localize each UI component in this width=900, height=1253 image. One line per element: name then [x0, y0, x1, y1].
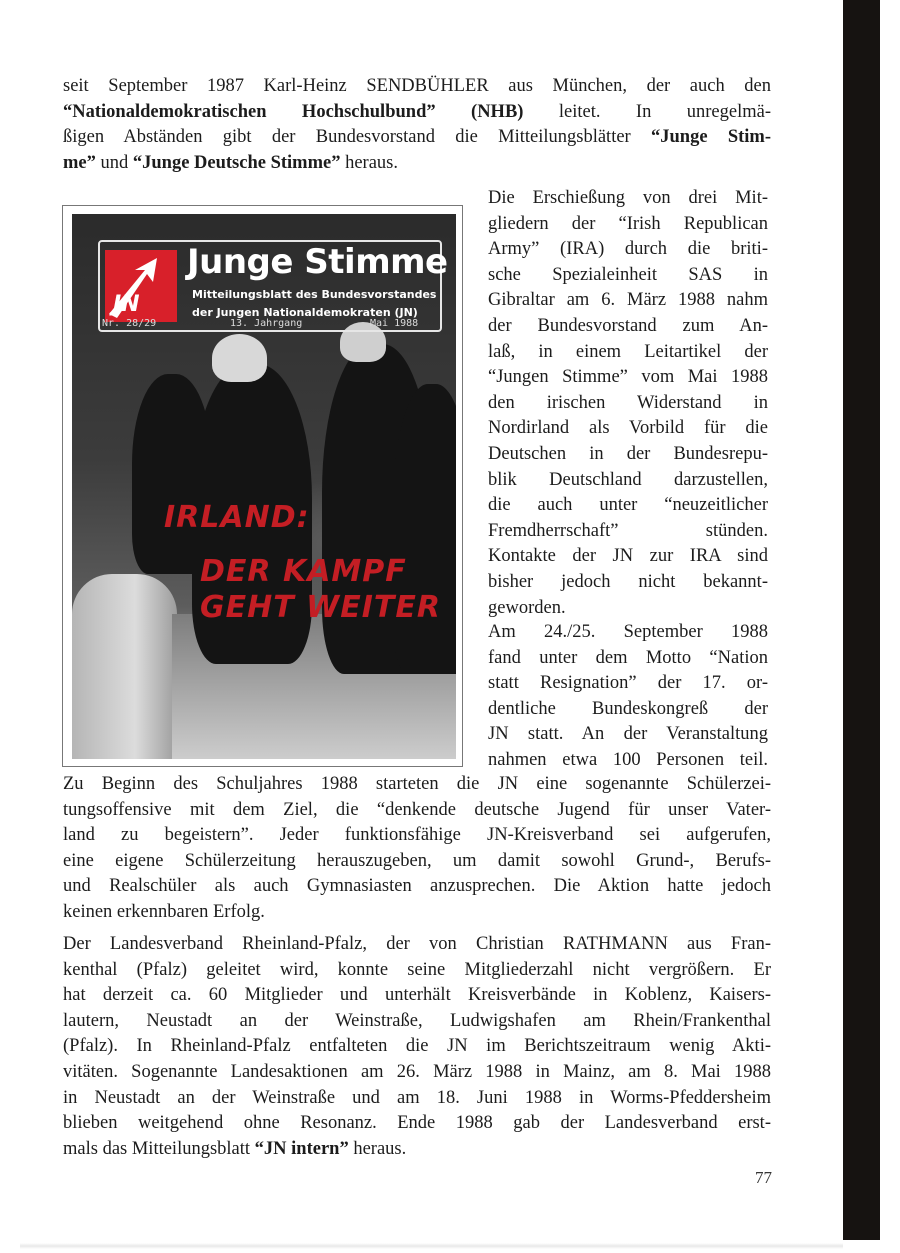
- text-line: “Jungen Stimme” vom Mai 1988: [488, 367, 768, 388]
- cover-stone-post: [72, 574, 177, 759]
- text-line: der Bundesvorstand zum An-: [488, 315, 768, 336]
- text-line: kenthal (Pfalz) geleitet wird, konnte seine Mitgliederzahl nicht vergrößern. Er: [63, 959, 771, 980]
- text-line: blik Deutschland darzustellen,: [488, 469, 768, 490]
- scan-edge-bar: [843, 0, 880, 1240]
- text-line: Fremdherrschaft” stünden.: [488, 520, 768, 541]
- magazine-cover-image: JN Junge Stimme Mitteilungsblatt des Bundesvorstandes der Jungen Nationaldemokraten (JN) Nr. 28/29 13. Jahrgang Mai 1988 IRLAND: DER KAMPF GEHT WEITER: [72, 214, 456, 759]
- text-line: tungsoffensive mit dem Ziel, die “denkende deutsche Jugend für unser Vater-: [63, 799, 771, 820]
- paragraph-intro: [63, 74, 771, 176]
- cover-subtitle: Mitteilungsblatt des Bundesvorstandes der Jungen Nationaldemokraten (JN): [192, 288, 437, 319]
- text-line: keinen erkennbaren Erfolg.: [63, 901, 265, 922]
- text-line: ßigen Abständen gibt der Bundesvorstand die Mitteilungsblätter “Junge Stim-: [63, 127, 772, 148]
- text-line: nahmen etwa 100 Personen teil.: [488, 749, 768, 770]
- cover-figure-soldier: [132, 374, 212, 574]
- text-line: geworden.: [488, 597, 566, 618]
- paragraph-bundeskongress: [488, 620, 768, 774]
- text-line: vitäten. Sogenannte Landesaktionen am 26. März 1988 in Mainz, am 8. Mai 1988: [63, 1061, 771, 1082]
- cover-title: Junge Stimme: [187, 242, 448, 282]
- text-line: und Realschüler als auch Gymnasiasten anzusprechen. Die Aktion hatte jedoch: [63, 876, 771, 897]
- jn-logo-icon: JN: [105, 250, 177, 322]
- cover-headline-kampf: DER KAMPF: [200, 554, 407, 589]
- bold-term-junge-deutsche-stimme: “Junge Deutsche Stimme”: [132, 152, 341, 173]
- bold-term-nhb: “Nationaldemokratischen Hochschulbund” (NHB): [63, 101, 524, 122]
- text-line: blieben weitgehend ohne Resonanz. Ende 1988 gab der Landesverband erst-: [63, 1113, 771, 1134]
- text-line: land zu begeistern”. Jeder funktionsfähige JN-Kreisverband sei aufgerufen,: [63, 825, 771, 846]
- text-line: Zu Beginn des Schuljahres 1988 starteten die JN eine sogenannte Schülerzei-: [63, 774, 771, 794]
- text-line: Der Landesverband Rheinland-Pfalz, der von Christian RATHMANN aus Fran-: [63, 934, 771, 954]
- bold-term-junge-stimme-end: me”: [63, 152, 96, 173]
- text-line: sche Spezialeinheit SAS in: [488, 264, 768, 285]
- text-line: hat derzeit ca. 60 Mitglieder und unterhält Kreisverbände in Koblenz, Kaisers-: [63, 985, 771, 1006]
- text-line: Nordirland als Vorbild für die: [488, 418, 768, 439]
- text-line: dentliche Bundeskongreß der: [488, 698, 768, 719]
- scan-bottom-shadow: [20, 1243, 843, 1249]
- text-line: “Nationaldemokratischen Hochschulbund” (NHB) leitet. In unregelmä-: [63, 101, 771, 122]
- bold-term-jn-intern: “JN intern”: [254, 1138, 349, 1159]
- text-line: fand unter dem Motto “Nation: [488, 647, 768, 668]
- text-line: Army” (IRA) durch die briti-: [488, 239, 768, 260]
- text-line: laß, in einem Leitartikel der: [488, 341, 768, 362]
- text-line: statt Resignation” der 17. or-: [488, 673, 768, 694]
- text-line: die auch unter “neuzeitlicher: [488, 495, 768, 516]
- cover-headline-irland: IRLAND:: [164, 500, 310, 535]
- paragraph-rheinland-pfalz: [63, 932, 771, 1162]
- cover-headline-weiter: GEHT WEITER: [200, 590, 441, 625]
- text-line: in Neustadt an der Weinstraße und am 18. Juni 1988 in Worms-Pfeddersheim: [63, 1087, 771, 1108]
- cover-helmet: [212, 334, 267, 382]
- text-line: Kontakte der JN zur IRA sind: [488, 546, 768, 567]
- page-number: 77: [755, 1168, 772, 1187]
- cover-figure-soldier: [392, 384, 456, 674]
- paragraph-schuelerzeitung: [63, 772, 771, 926]
- text-line: eine eigene Schülerzeitung herauszugeben, um damit sowohl Grund-, Berufs-: [63, 850, 771, 871]
- bold-term-junge-stimme: “Junge Stim-: [651, 127, 772, 148]
- text-line: gliedern der “Irish Republican: [488, 213, 768, 234]
- text-line: Deutschen in der Bundesrepu-: [488, 443, 768, 464]
- text-line: JN statt. An der Veranstaltung: [488, 724, 768, 745]
- text-line: Die Erschießung von drei Mit-: [488, 188, 768, 208]
- text-line: Am 24./25. September 1988: [488, 622, 768, 642]
- text-line: (Pfalz). In Rheinland-Pfalz entfalteten die JN im Berichtszeitraum wenig Akti-: [63, 1036, 771, 1057]
- text-line: me” und “Junge Deutsche Stimme” heraus.: [63, 152, 399, 173]
- text-line: mals das Mitteilungsblatt “JN intern” heraus.: [63, 1138, 407, 1159]
- text-line: den irischen Widerstand in: [488, 392, 768, 413]
- text-line: lautern, Neustadt an der Weinstraße, Ludwigshafen am Rhein/Frankenthal: [63, 1010, 771, 1031]
- text-line: seit September 1987 Karl-Heinz SENDBÜHLER aus München, der auch den: [63, 76, 771, 96]
- text-line: Gibraltar am 6. März 1988 nahm: [488, 290, 768, 311]
- text-line: bisher jedoch nicht bekannt-: [488, 571, 768, 592]
- paragraph-ira: [488, 186, 768, 621]
